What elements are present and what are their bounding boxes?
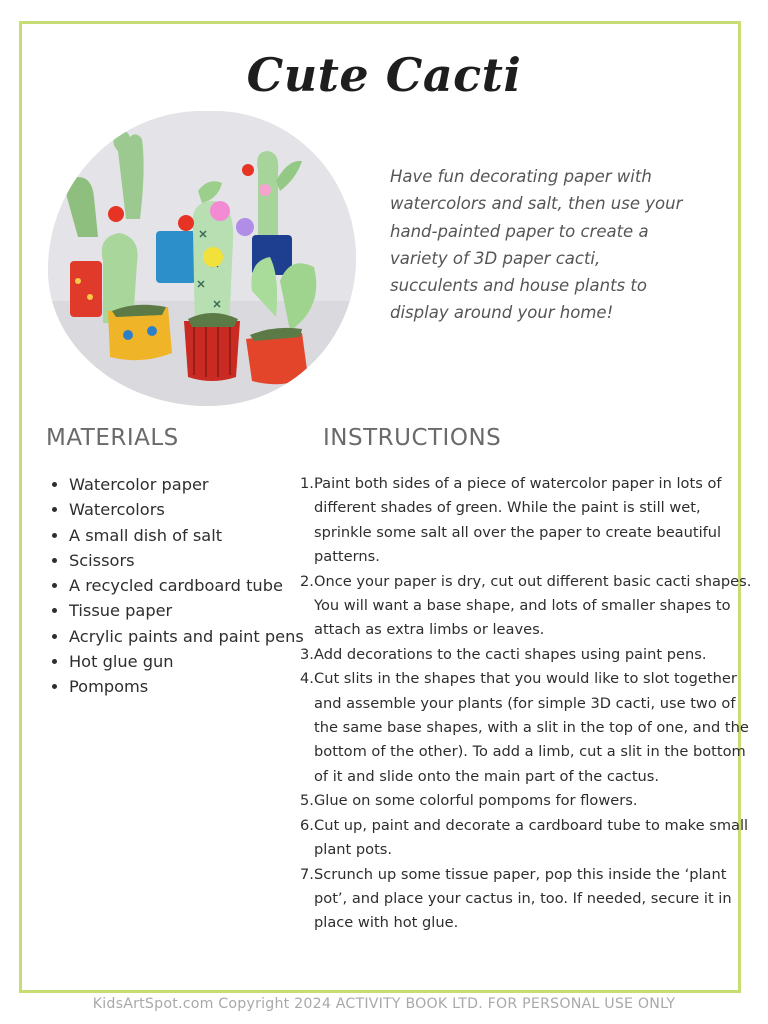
instruction-step: Glue on some colorful pompoms for flowers. [314, 792, 638, 810]
instruction-step: Add decorations to the cacti shapes using paint pens. [314, 645, 707, 663]
list-item: • Acrylic paints and paint pens [69, 624, 309, 649]
cacti-photo [48, 111, 356, 406]
materials-list [50, 472, 309, 700]
list-item: • Pompoms [69, 674, 309, 699]
instruction-step: Scrunch up some tissue paper, pop this inside the ‘plant pot’, and place your cactus in, too. If needed, secure it in place with hot glue. [314, 865, 732, 932]
instruction-step: Paint both sides of a piece of watercolor paper in lots of different shades of green. While the paint is still wet, sprinkle some salt all over the paper to create beautiful patterns. [314, 475, 722, 566]
instruction-step: Once your paper is dry, cut out different basic cacti shapes. You will want a base shape, and lots of smaller shapes to attach as extra limbs or leaves. [314, 572, 752, 639]
instructions-heading: INSTRUCTIONS [323, 425, 502, 451]
intro-text: Have fun decorating paper with watercolors and salt, then use your hand-painted paper to create a variety of 3D paper cacti, succulents and house plants to display around your home! [390, 167, 683, 323]
list-item: • Tissue paper [69, 598, 309, 623]
list-item: • Watercolors [69, 497, 309, 522]
list-item: • A recycled cardboard tube [69, 573, 309, 598]
instruction-step: Cut slits in the shapes that you would like to slot together and assemble your plants (for simple 3D cacti, use two of the same base shapes, with a slit in the top of one, and the bottom of the other). To add a limb, cut a slit in the bottom of it and slide onto the main part of the cactus. [314, 670, 749, 785]
list-item: • A small dish of salt [69, 523, 309, 548]
list-item: • Hot glue gun [69, 649, 309, 674]
materials-heading: MATERIALS [46, 425, 179, 451]
copyright-footer: KidsArtSpot.com Copyright 2024 ACTIVITY BOOK LTD. FOR PERSONAL USE ONLY [92, 996, 676, 1012]
list-item: • Watercolor paper [69, 472, 309, 497]
instructions-list [298, 472, 754, 936]
list-item: • Scissors [69, 548, 309, 573]
instruction-step: Cut up, paint and decorate a cardboard tube to make small plant pots. [314, 816, 749, 859]
page-title: Cute Cacti [246, 48, 522, 102]
